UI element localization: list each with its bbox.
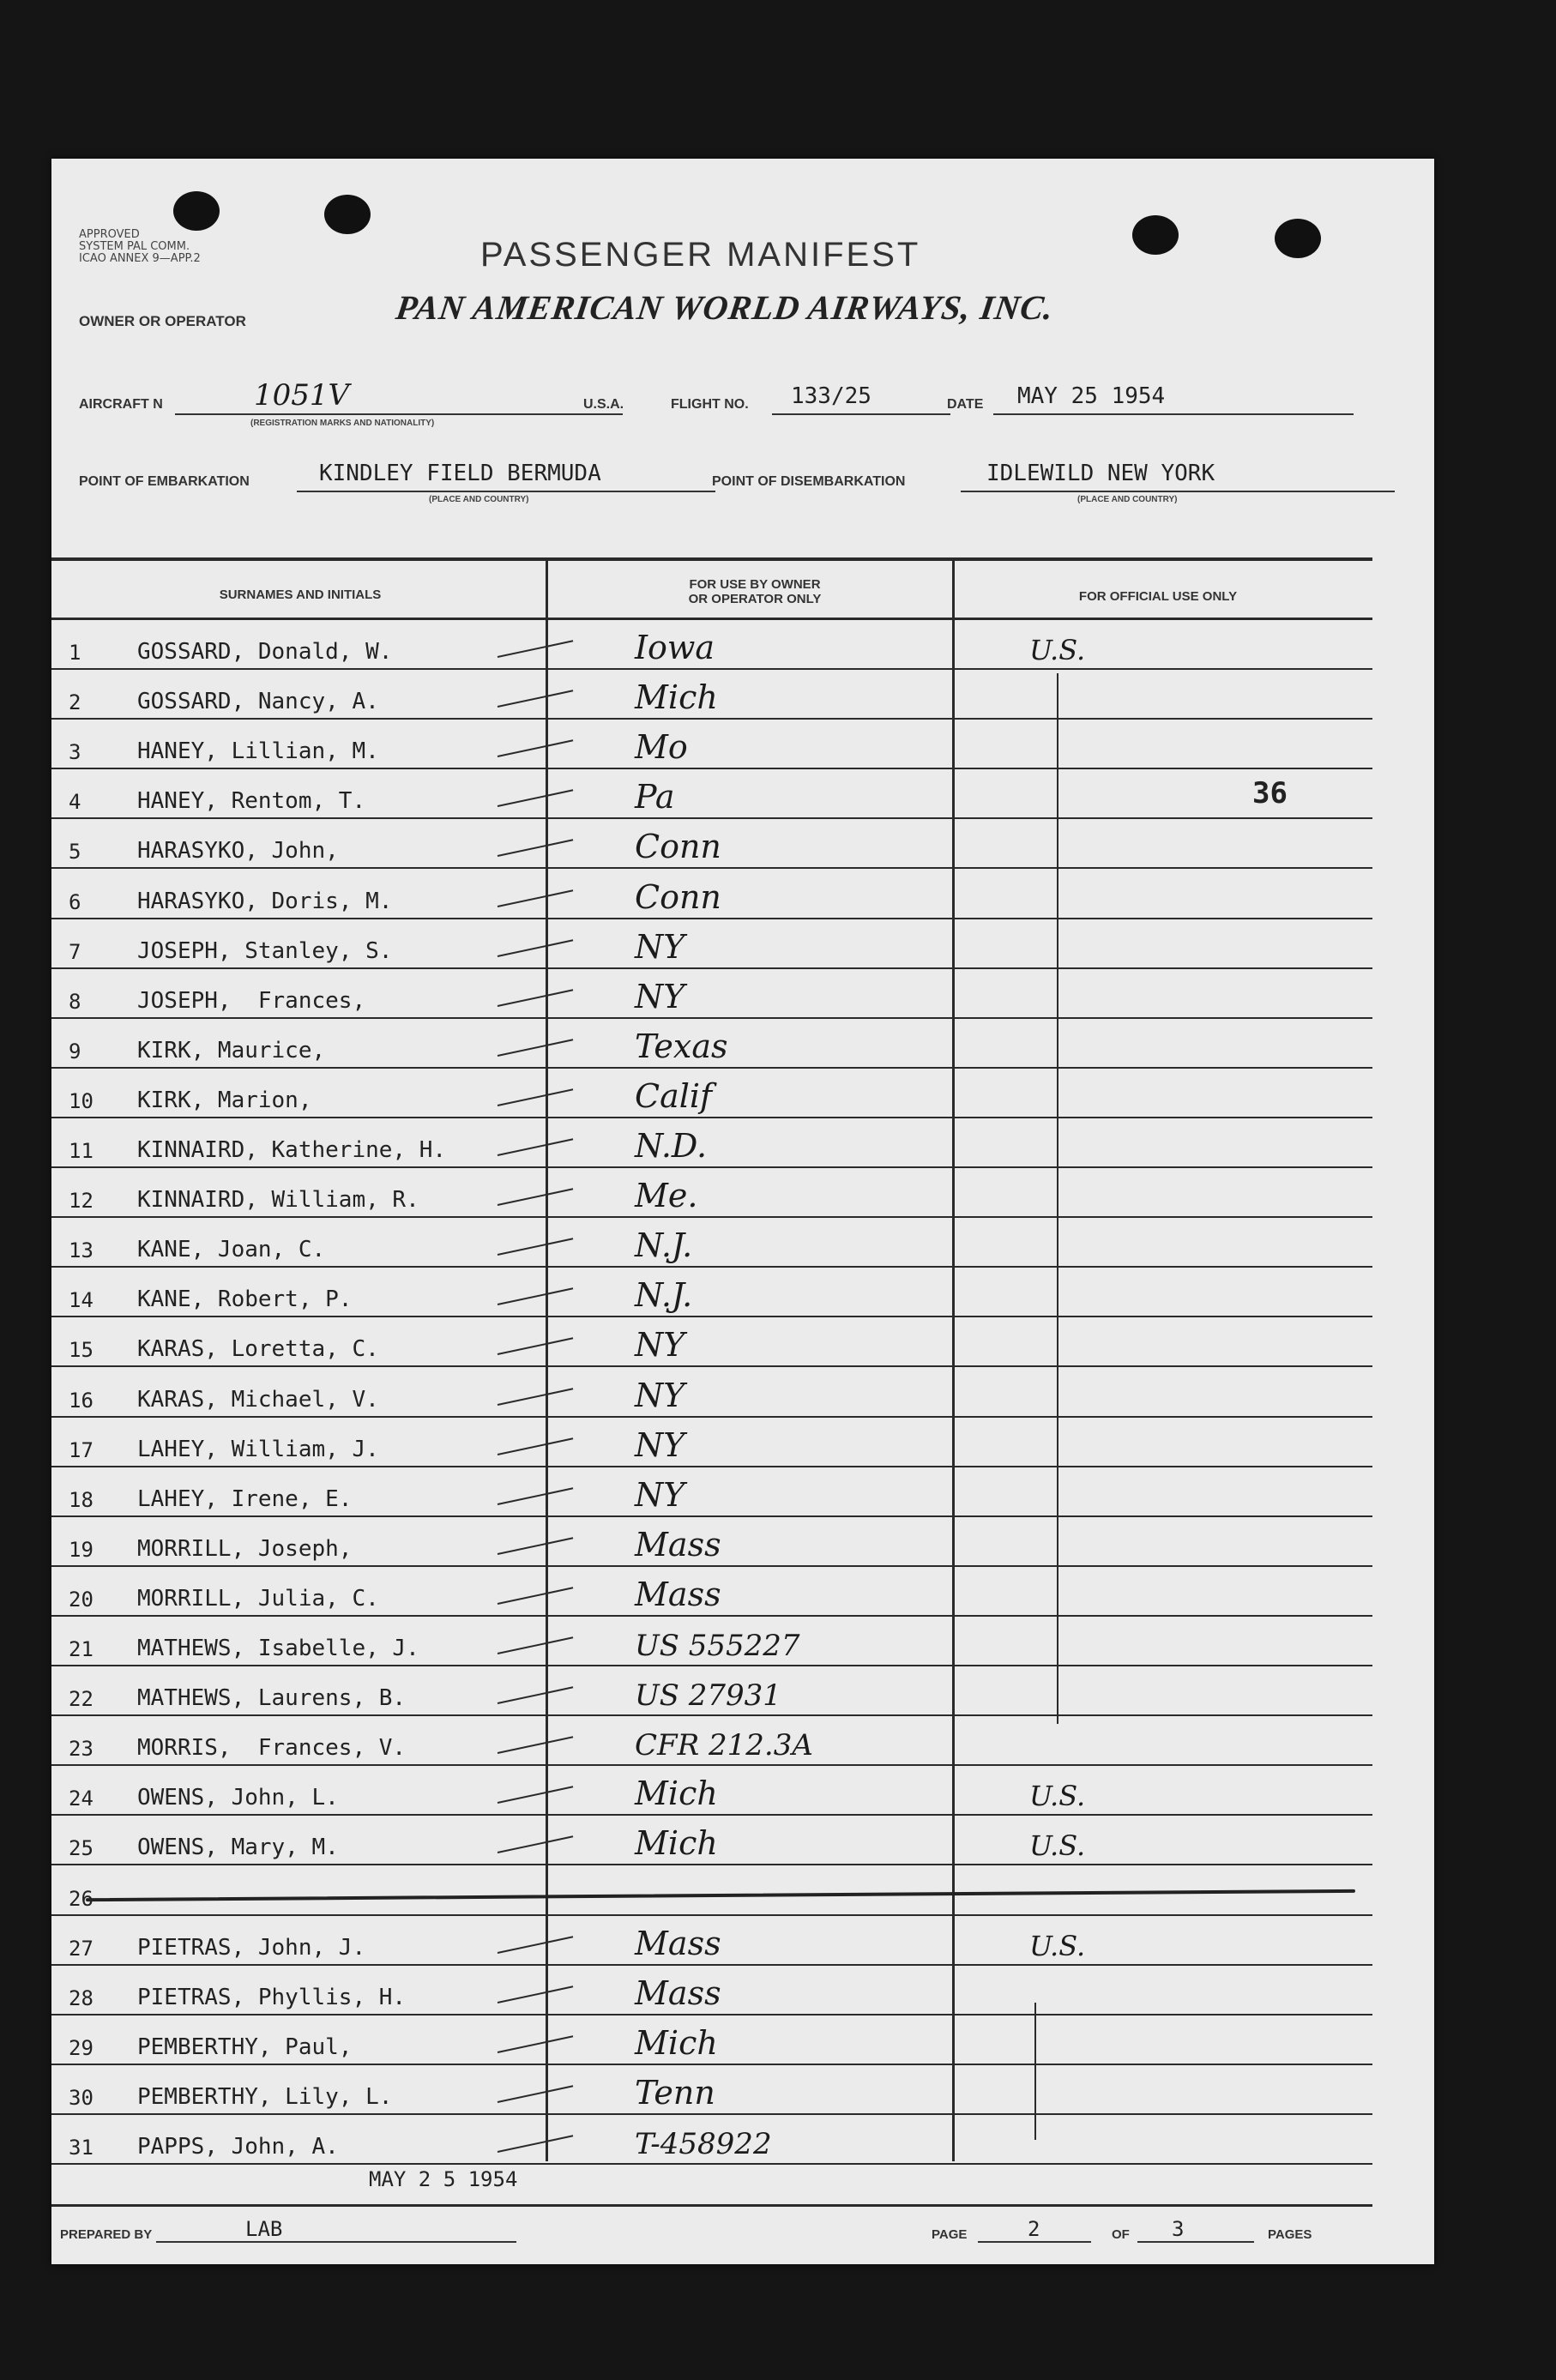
passenger-name: HANEY, Rentom, T. — [137, 788, 366, 815]
disembark-label: POINT OF DISEMBARKATION — [712, 474, 906, 489]
table-top-rule — [51, 557, 1372, 561]
row-number: 12 — [69, 1189, 93, 1214]
owner-note: Mass — [635, 1525, 721, 1564]
owner-note: N.J. — [635, 1276, 693, 1315]
embark-value: KINDLEY FIELD BERMUDA — [319, 461, 601, 486]
owner-note: Mich — [635, 1824, 718, 1863]
passenger-name: KINNAIRD, Katherine, H. — [137, 1137, 447, 1163]
check-mark — [498, 790, 573, 808]
owner-note: Mo — [635, 728, 688, 767]
table-row — [51, 1467, 1372, 1517]
owner-note: Mich — [635, 2023, 718, 2062]
passenger-name: KARAS, Michael, V. — [137, 1386, 379, 1413]
passenger-name: KINNAIRD, William, R. — [137, 1187, 419, 1214]
strikethrough-line — [86, 1889, 1355, 1901]
row-number: 10 — [69, 1088, 93, 1113]
aircraft-value: 1051V — [254, 378, 350, 413]
passenger-name: HARASYKO, John, — [137, 838, 339, 865]
table-row — [51, 720, 1372, 769]
check-mark — [498, 1537, 573, 1555]
owner-note: Mich — [635, 1774, 718, 1813]
row-number: 7 — [69, 939, 81, 964]
punch-hole — [1132, 215, 1179, 255]
table-row — [51, 1766, 1372, 1816]
table-row — [51, 2115, 1372, 2165]
row-rule — [51, 2163, 1372, 2165]
approval-note: APPROVED SYSTEM PAL COMM. ICAO ANNEX 9—APP.2 — [79, 228, 201, 265]
check-mark — [498, 1487, 573, 1505]
table-row — [51, 1816, 1372, 1865]
passenger-name: MATHEWS, Laurens, B. — [137, 1685, 407, 1712]
passenger-name: PIETRAS, Phyllis, H. — [137, 1984, 407, 2010]
owner-note: US 555227 — [635, 1629, 800, 1663]
table-row — [51, 670, 1372, 720]
check-mark — [498, 889, 573, 907]
official-note: U.S. — [1029, 1929, 1086, 1962]
passenger-count-note: 36 — [1252, 776, 1288, 811]
owner-note: NY — [635, 1376, 685, 1414]
table-row — [51, 620, 1372, 670]
check-mark — [498, 640, 573, 658]
column-header-owner-use: FOR USE BY OWNER OR OPERATOR ONLY — [688, 577, 822, 606]
owner-note: Calif — [635, 1076, 713, 1115]
owner-note: Conn — [635, 828, 721, 866]
owner-label: OWNER OR OPERATOR — [79, 313, 246, 329]
check-mark — [498, 2085, 573, 2103]
passenger-name: KIRK, Maurice, — [137, 1037, 326, 1063]
table-row — [51, 1567, 1372, 1617]
check-mark — [498, 939, 573, 957]
table-row — [51, 2015, 1372, 2065]
table-row — [51, 769, 1372, 819]
check-mark — [498, 739, 573, 757]
passenger-name: KANE, Robert, P. — [137, 1286, 353, 1313]
row-number: 8 — [69, 989, 81, 1014]
check-mark — [498, 1787, 573, 1805]
table-row — [51, 870, 1372, 919]
manifest-sheet — [51, 159, 1434, 2264]
check-mark — [498, 1985, 573, 2003]
row-number: 21 — [69, 1637, 93, 1661]
check-mark — [498, 1736, 573, 1754]
passenger-name: PEMBERTHY, Paul, — [137, 2034, 353, 2060]
check-mark — [498, 1188, 573, 1206]
check-mark — [498, 1587, 573, 1605]
passenger-name: JOSEPH, Stanley, S. — [137, 937, 393, 964]
flight-label: FLIGHT NO. — [671, 397, 749, 412]
official-note: U.S. — [1029, 1829, 1086, 1863]
page-label: PAGE — [932, 2227, 968, 2242]
table-row — [51, 1716, 1372, 1766]
passenger-name: KARAS, Loretta, C. — [137, 1336, 379, 1363]
owner-note: Mass — [635, 1575, 721, 1613]
row-number: 25 — [69, 1836, 93, 1861]
row-number: 22 — [69, 1687, 93, 1712]
owner-note: T-458922 — [635, 2127, 772, 2161]
check-mark — [498, 1437, 573, 1455]
passenger-name: MATHEWS, Isabelle, J. — [137, 1636, 419, 1661]
table-row — [51, 1866, 1372, 1916]
check-mark — [498, 1039, 573, 1057]
owner-note: US 27931 — [635, 1678, 781, 1714]
row-number: 9 — [69, 1039, 81, 1063]
owner-note: CFR 212.3A — [635, 1728, 813, 1763]
flight-value: 133/25 — [791, 383, 871, 409]
row-number: 3 — [69, 740, 81, 765]
check-mark — [498, 1288, 573, 1306]
row-number: 29 — [69, 2035, 93, 2060]
owner-note: Mass — [635, 1924, 721, 1962]
check-mark — [498, 1686, 573, 1704]
row-number: 24 — [69, 1787, 93, 1811]
embark-sub: (PLACE AND COUNTRY) — [429, 495, 529, 504]
table-row — [51, 1617, 1372, 1666]
row-number: 11 — [69, 1139, 93, 1163]
row-number: 27 — [69, 1936, 93, 1961]
row-number: 2 — [69, 690, 81, 715]
row-number: 1 — [69, 641, 81, 665]
prepared-label: PREPARED BY — [60, 2227, 153, 2242]
owner-note: Mich — [635, 678, 718, 717]
table-row — [51, 1666, 1372, 1716]
row-number: 18 — [69, 1487, 93, 1512]
row-number: 30 — [69, 2085, 93, 2110]
row-number: 6 — [69, 889, 81, 914]
column-header-official-use: FOR OFFICIAL USE ONLY — [1078, 589, 1238, 604]
footer-rule — [51, 2204, 1372, 2207]
passenger-name: KANE, Joan, C. — [137, 1237, 326, 1263]
airline-name: PAN AMERICAN WORLD AIRWAYS, INC. — [393, 288, 1057, 327]
row-number: 26 — [69, 1886, 93, 1911]
page-title: PASSENGER MANIFEST — [480, 236, 921, 274]
table-row — [51, 1069, 1372, 1118]
table-row — [51, 1966, 1372, 2015]
passenger-name: OWENS, John, L. — [137, 1785, 339, 1811]
table-row — [51, 969, 1372, 1019]
check-mark — [498, 1238, 573, 1256]
column-header-surnames: SURNAMES AND INITIALS — [219, 587, 382, 602]
passenger-name: LAHEY, Irene, E. — [137, 1485, 353, 1512]
date-value: MAY 25 1954 — [1017, 383, 1166, 409]
punch-hole — [173, 191, 220, 231]
table-row — [51, 819, 1372, 869]
punch-hole — [1275, 219, 1321, 258]
owner-note: N.D. — [635, 1127, 708, 1165]
row-number: 17 — [69, 1437, 93, 1462]
check-mark — [498, 1388, 573, 1406]
row-number: 19 — [69, 1537, 93, 1562]
row-number: 5 — [69, 840, 81, 865]
aircraft-sub: (REGISTRATION MARKS AND NATIONALITY) — [250, 419, 435, 428]
table-row — [51, 1418, 1372, 1467]
page-value: 2 — [1028, 2217, 1040, 2241]
check-mark — [498, 1936, 573, 1954]
table-row — [51, 1916, 1372, 1966]
check-mark — [498, 2135, 573, 2153]
official-note: U.S. — [1029, 634, 1086, 666]
check-mark — [498, 1636, 573, 1654]
usa-label: U.S.A. — [583, 397, 624, 412]
row-number: 31 — [69, 2136, 93, 2160]
passenger-name: PIETRAS, John, J. — [137, 1934, 366, 1961]
row-number: 16 — [69, 1388, 93, 1413]
row-number: 4 — [69, 790, 81, 815]
check-mark — [498, 1088, 573, 1106]
stamp-date: MAY 2 5 1954 — [369, 2167, 518, 2191]
owner-note: NY — [635, 977, 685, 1015]
table-row — [51, 1019, 1372, 1069]
passenger-name: HANEY, Lillian, M. — [137, 738, 379, 765]
passenger-name: MORRILL, Julia, C. — [137, 1585, 379, 1612]
table-row — [51, 1268, 1372, 1317]
table-row — [51, 919, 1372, 969]
row-number: 13 — [69, 1238, 93, 1263]
passenger-name: PAPPS, John, A. — [137, 2134, 339, 2160]
owner-note: NY — [635, 927, 685, 966]
row-number: 14 — [69, 1288, 93, 1313]
passenger-name: HARASYKO, Doris, M. — [137, 888, 393, 914]
table-row — [51, 1118, 1372, 1168]
owner-note: Me. — [635, 1177, 698, 1215]
passenger-name: KIRK, Marion, — [137, 1087, 312, 1113]
owner-note: NY — [635, 1475, 685, 1514]
owner-note: NY — [635, 1425, 685, 1464]
passenger-name: MORRIS, Frances, V. — [137, 1735, 407, 1762]
owner-note: Iowa — [635, 629, 715, 666]
date-label: DATE — [947, 397, 984, 412]
row-number: 20 — [69, 1587, 93, 1612]
table-row — [51, 2065, 1372, 2115]
owner-note: Pa — [635, 778, 675, 816]
passenger-name: PEMBERTHY, Lily, L. — [137, 2083, 393, 2110]
check-mark — [498, 1836, 573, 1854]
check-mark — [498, 690, 573, 708]
passenger-name: JOSEPH, Frances, — [137, 987, 366, 1014]
owner-note: N.J. — [635, 1226, 693, 1265]
passenger-name: MORRILL, Joseph, — [137, 1535, 353, 1562]
table-row — [51, 1517, 1372, 1567]
of-label: OF — [1112, 2227, 1130, 2242]
embark-label: POINT OF EMBARKATION — [79, 474, 250, 489]
disembark-value: IDLEWILD NEW YORK — [986, 461, 1215, 486]
table-row — [51, 1317, 1372, 1367]
table-row — [51, 1368, 1372, 1418]
check-mark — [498, 989, 573, 1007]
check-mark — [498, 1138, 573, 1156]
passenger-name: GOSSARD, Donald, W. — [137, 639, 393, 665]
row-number: 23 — [69, 1737, 93, 1762]
owner-note: Conn — [635, 877, 721, 916]
owner-note: Texas — [635, 1027, 728, 1065]
check-mark — [498, 840, 573, 858]
aircraft-label: AIRCRAFT N — [79, 397, 163, 412]
owner-note: NY — [635, 1326, 685, 1365]
check-mark — [498, 1338, 573, 1356]
row-number: 15 — [69, 1338, 93, 1363]
passenger-name: LAHEY, William, J. — [137, 1436, 379, 1462]
punch-hole — [324, 195, 371, 234]
passenger-name: OWENS, Mary, M. — [137, 1835, 339, 1861]
owner-note: Mass — [635, 1973, 721, 2012]
of-value: 3 — [1172, 2217, 1185, 2241]
prepared-value: LAB — [245, 2217, 283, 2241]
row-number: 28 — [69, 1985, 93, 2010]
table-row — [51, 1168, 1372, 1218]
official-note: U.S. — [1029, 1780, 1086, 1813]
owner-note: Tenn — [635, 2073, 715, 2112]
check-mark — [498, 2035, 573, 2053]
passenger-name: GOSSARD, Nancy, A. — [137, 689, 379, 715]
pages-label: PAGES — [1268, 2227, 1312, 2242]
disembark-sub: (PLACE AND COUNTRY) — [1077, 495, 1178, 504]
table-row — [51, 1218, 1372, 1268]
